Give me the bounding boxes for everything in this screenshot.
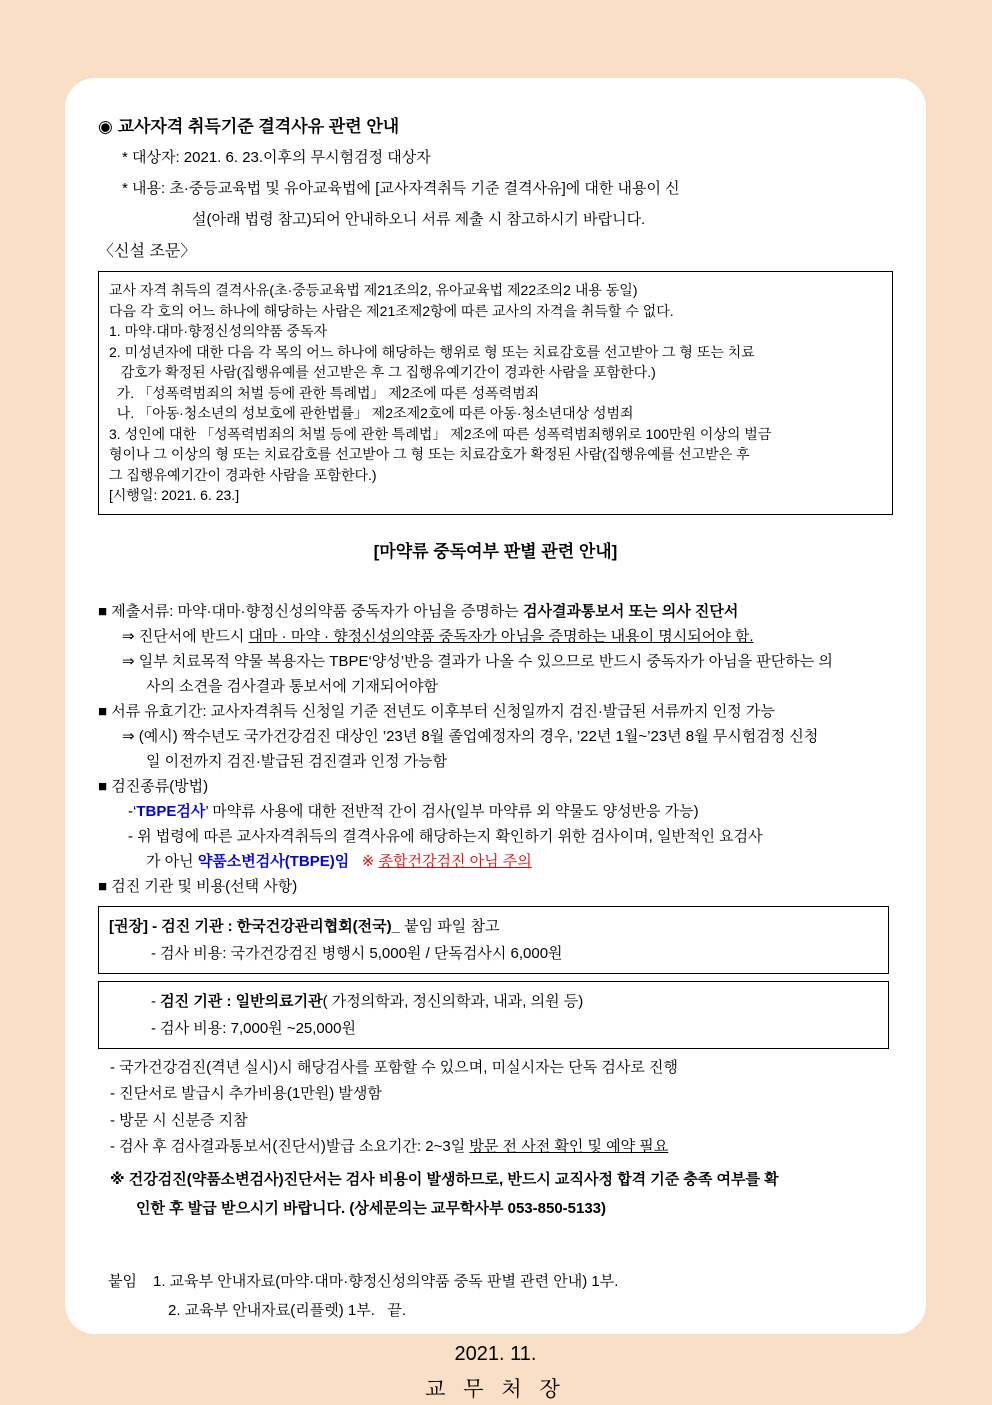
law-text-box <box>98 271 893 515</box>
note-id-required: - 방문 시 신분증 지참 <box>110 1111 248 1129</box>
attachment-line1 <box>98 1267 901 1296</box>
law-line: 감호가 확정된 사람(집행유예를 선고받은 후 그 집행유예기간이 경과한 사람을 포함한다.) <box>109 364 656 380</box>
validity-example-cont: 일 이전까지 검진·발급된 검진결과 인정 가능함 <box>146 752 448 770</box>
law-line: 다음 각 호의 어느 하나에 해당하는 사람은 제21조제2항에 따른 교사의 자격을 취득할 수 없다. <box>109 302 674 319</box>
purpose-prefix: 가 아닌 <box>146 852 198 870</box>
general-rest: ( 가정의학과, 정신의학과, 내과, 의원 등) <box>322 992 584 1010</box>
method-purpose-cont <box>98 849 901 874</box>
law-line: 나. 「아동·청소년의 성보호에 관한법률」 제2조제2호에 따른 아동·청소년대상 성범죄 <box>109 405 634 421</box>
cost-warning <box>98 1165 901 1223</box>
note-issue-period <box>98 1134 901 1161</box>
fisheye-bullet-icon: ◉ <box>98 117 118 136</box>
urine-test-label: 약품소변검사(TBPE)임 <box>197 852 350 870</box>
submit-docs-note2: ⇒ 일부 치료목적 약물 복용자는 TBPE‘양성’반응 결과가 나올 수 있으므로 반드시 중독자가 아님을 판단하는 의 <box>122 652 833 670</box>
document-title <box>98 112 901 142</box>
note1-underlined: 대마 · 마약 · 향정신성의약품 중독자가 아님을 증명하는 내용이 명시되어야 함. <box>248 627 754 645</box>
bullet-sections <box>98 599 901 899</box>
tbpe-label: TBPE검사 <box>136 802 206 820</box>
recommended-bold: [권장] - 검진 기관 : 한국건강관리협회(전국)_ <box>109 917 400 935</box>
document-title-text: 교사자격 취득기준 결격사유 관련 안내 <box>117 117 400 136</box>
law-line: 2. 미성년자에 대한 다음 각 목의 어느 하나에 해당하는 행위로 형 또는 치료감호를 선고받아 그 형 또는 치료 <box>109 343 755 360</box>
attachment-item1: 1. 교육부 안내자료(마약·대마·향정신성의약품 중독 판별 관련 안내) 1부. <box>152 1272 619 1290</box>
cost-notes <box>98 1055 901 1161</box>
note-extra-fee: - 진단서로 발급시 추가비용(1만원) 발생함 <box>110 1085 382 1102</box>
method-header: ■ 검진종류(방법) <box>98 777 209 795</box>
recommended-line1 <box>109 913 878 940</box>
warning-line2: 인한 후 발급 받으시기 바랍니다. (상세문의는 교무학사부 053-850-5133) <box>136 1199 607 1217</box>
recommended-rest: 붙임 파일 참고 <box>400 917 500 935</box>
validity-example: ⇒ (예시) 짝수년도 국가건강검진 대상인 ’23년 8월 졸업예정자의 경우, ’22년 1월~’23년 8월 무시험검정 신청 <box>122 727 819 745</box>
document-panel <box>65 78 926 1401</box>
target-line: * 대상자: 2021. 6. 23.이후의 무시험검정 대상자 <box>122 149 431 166</box>
note1-prefix: ⇒ 진단서에 반드시 <box>122 627 249 645</box>
reservation-underlined: 방문 전 사전 확인 및 예약 필요 <box>469 1138 669 1155</box>
document-date: 2021. 11. <box>454 1342 537 1365</box>
cost-header: ■ 검진 기관 및 비용(선택 사항) <box>98 877 298 895</box>
tbpe-prefix: -‘ <box>128 802 137 820</box>
law-line: 교사 자격 취득의 결격사유(초·중등교육법 제21조의2, 유아교육법 제22조의2 내용 동일) <box>109 282 638 298</box>
recommended-institution-box <box>98 906 889 974</box>
attachment-label: 붙임 <box>108 1272 137 1290</box>
not-general-checkup-warning: 종합건강검진 아님 주의 <box>378 852 532 870</box>
general-bold: 검진 기관 : 일반의료기관 <box>160 992 323 1010</box>
method-tbpe-line <box>98 799 901 824</box>
issue-period-text: - 검사 후 검사결과통보서(진단서)발급 소요기간: 2~3일 <box>110 1138 470 1155</box>
new-clause-label: 〈신설 조문〉 <box>98 243 197 260</box>
attachments <box>98 1267 901 1325</box>
submit-docs-bold: 검사결과통보서 또는 의사 진단서 <box>522 602 739 620</box>
attachment-line2: 2. 교육부 안내자료(리플렛) 1부. 끝. <box>168 1301 407 1319</box>
recommended-line2: - 검사 비용: 국가건강검진 병행시 5,000원 / 단독검사시 6,000원 <box>151 944 563 962</box>
submit-docs-line <box>98 599 901 624</box>
gap <box>349 853 362 870</box>
general-line1 <box>109 988 878 1015</box>
tbpe-rest: ’ 마약류 사용에 대한 전반적 간이 검사(일부 마약류 외 약물도 양성반응 가능) <box>205 802 699 820</box>
content-line-1: * 내용: 초·중등교육법 및 유아교육법에 [교사자격취득 기준 결격사유]에 대한 내용이 신 <box>122 180 680 197</box>
law-line: 1. 마약·대마·향정신성의약품 중독자 <box>109 323 328 339</box>
submit-docs-text: ■ 제출서류: 마약·대마·향정신성의약품 중독자가 아님을 증명하는 <box>98 602 523 620</box>
law-line: 형이나 그 이상의 형 또는 치료감호를 선고받아 그 형 또는 치료감호가 확정된 사람(집행유예를 선고받은 후 <box>109 446 750 462</box>
law-line: 그 집행유예기간이 경과한 사람을 포함한다.) <box>109 466 377 483</box>
signer-title: 교 무 처 장 <box>425 1377 566 1401</box>
method-purpose-line: - 위 법령에 따른 교사자격취득의 결격사유에 해당하는지 확인하기 위한 검사이며, 일반적인 요검사 <box>128 827 763 845</box>
submit-docs-note1 <box>98 624 901 649</box>
general-prefix: - <box>151 992 161 1010</box>
law-line: [시행일: 2021. 6. 23.] <box>109 487 240 503</box>
submit-docs-note2-cont: 사의 소견을 검사결과 통보서에 기재되어야함 <box>146 677 438 695</box>
validity-line: ■ 서류 유효기간: 교사자격취득 신청일 기준 전년도 이후부터 신청일까지 검진·발급된 서류까지 인정 가능 <box>98 702 775 720</box>
general-institution-box <box>98 981 889 1049</box>
law-line: 가. 「성폭력범죄의 처벌 등에 관한 특례법」 제2조에 따른 성폭력범죄 <box>109 384 540 401</box>
law-line: 3. 성인에 대한 「성폭력범죄의 처벌 등에 관한 특례법」 제2조에 따른 성폭력범죄행위로 100만원 이상의 벌금 <box>109 425 772 442</box>
content-line-2: 설(아래 법령 참고)되어 안내하오니 서류 제출 시 참고하시기 바랍니다. <box>192 211 646 228</box>
note-national-checkup: - 국가건강검진(격년 실시)시 해당검사를 포함할 수 있으며, 미실시자는 단독 검사로 진행 <box>110 1058 678 1076</box>
warning-mark: ※ <box>361 852 379 870</box>
general-line2: - 검사 비용: 7,000원 ~25,000원 <box>151 1019 356 1037</box>
warning-line1: ※ 건강검진(약품소변검사)진단서는 검사 비용이 발생하므로, 반드시 교직사정 합격 기준 충족 여부를 확 <box>110 1170 779 1188</box>
section-title-drug-check: [마약류 중독여부 판별 관련 안내] <box>373 541 618 561</box>
